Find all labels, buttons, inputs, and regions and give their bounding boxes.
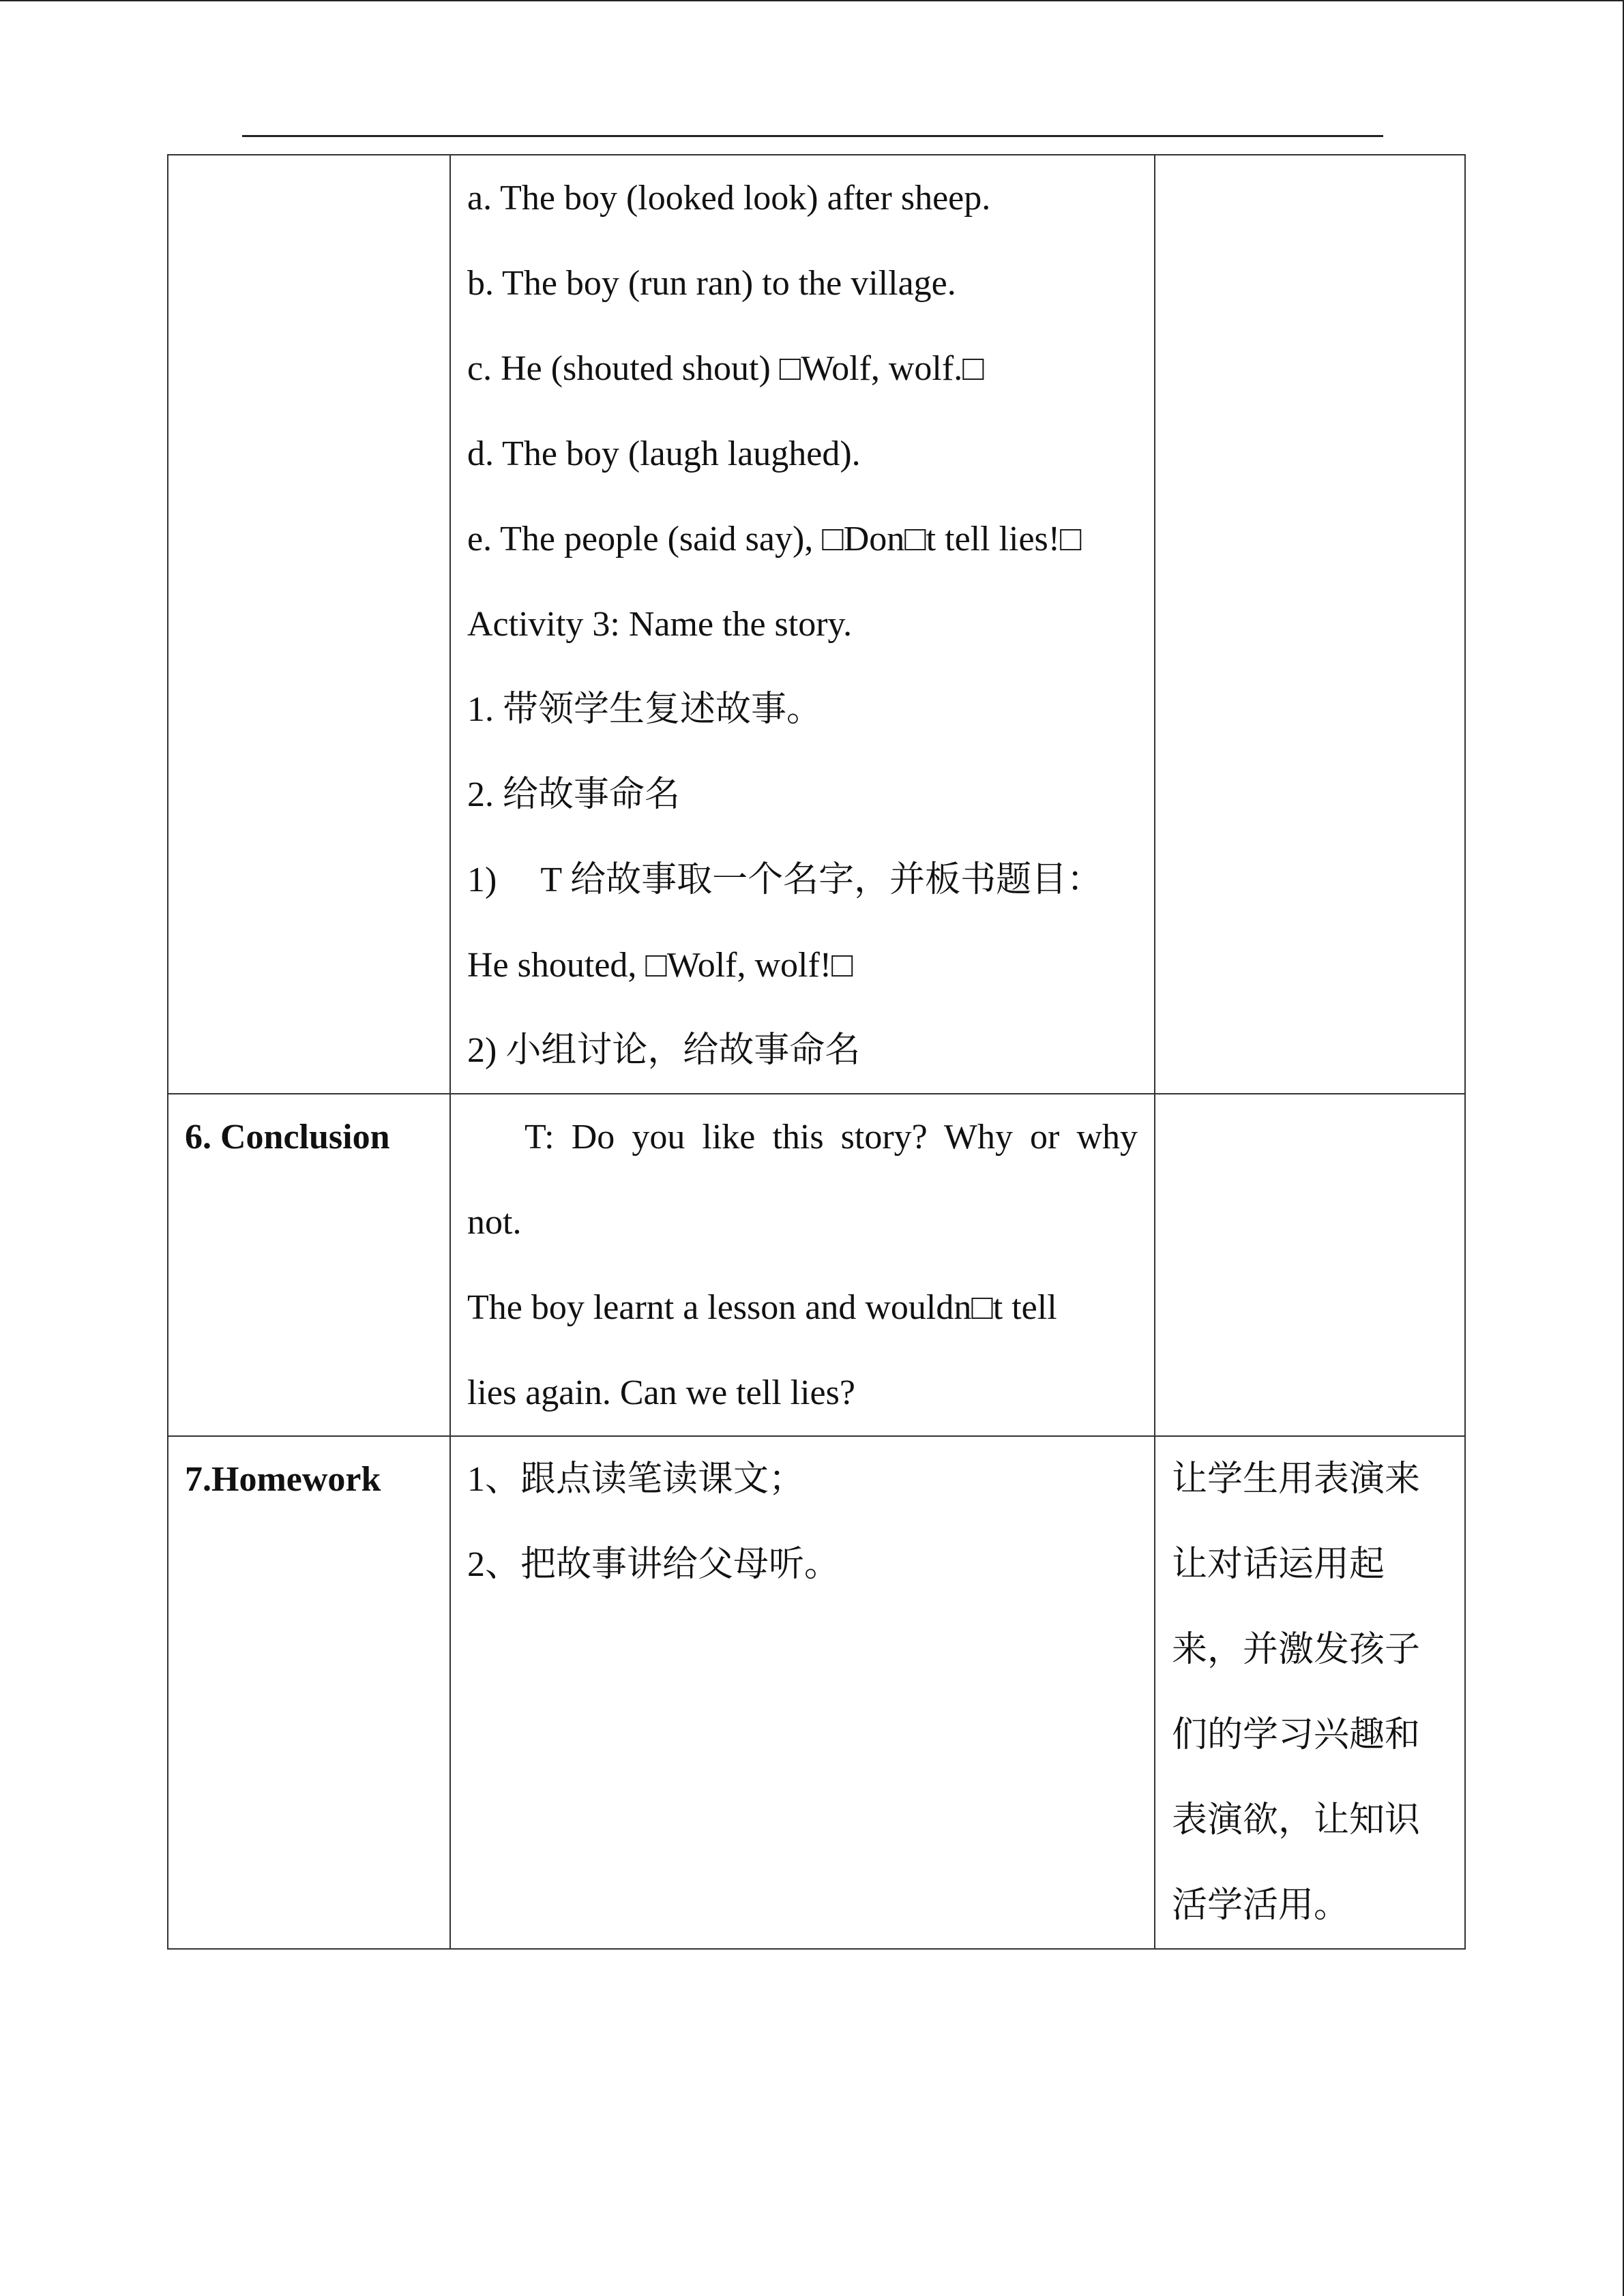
content-line: b. The boy (run ran) to the village. [467,264,956,303]
content-line: 1、跟点读笔读课文； [467,1460,805,1499]
table-row [168,1094,1465,1436]
stage-cell [168,1436,450,1949]
table-row [168,1436,1465,1949]
note-text: 让学生用表演来让对话运用起来，并激发孩子们的学习兴趣和表演欲，让知识活学活用。 [1172,1460,1421,1925]
header-rule [242,135,1383,137]
lesson-plan-table [167,154,1466,1950]
content-line: 2、把故事讲给父母听。 [467,1545,840,1584]
content-line-group [467,837,1138,923]
content-line: 2) 小组讨论，给故事命名 [467,1031,861,1070]
content-line: c. He (shouted shout) □Wolf, wolf.□ [467,349,984,388]
content-line: d. The boy (laugh laughed). [467,434,861,473]
note-cell [1155,1436,1465,1949]
content-line: 1. 带领学生复述故事。 [467,690,823,729]
content-line: T: Do you like this story? Why or why [525,1118,1138,1157]
stage-label: 7.Homework [185,1460,381,1499]
content-line: lies again. Can we tell lies? [467,1373,855,1412]
table-row [168,155,1465,1094]
stage-label: 6. Conclusion [185,1118,390,1157]
content-cell [450,1436,1155,1949]
content-line: e. The people (said say), □Don□t tell lies!□ [467,520,1082,558]
content-line: 2. 给故事命名 [467,775,681,814]
content-line: T 给故事取一个名字，并板书题目： [540,861,1103,899]
note-cell [1155,1094,1465,1436]
content-cell [450,155,1155,1094]
stage-cell [168,1094,450,1436]
content-line: not. [467,1203,522,1242]
list-marker: 1) [467,861,497,899]
content-line: The boy learnt a lesson and wouldn□t tell [467,1288,1057,1327]
note-cell [1155,155,1465,1094]
content-line: a. The boy (looked look) after sheep. [467,179,991,218]
content-line: He shouted, □Wolf, wolf!□ [467,946,853,985]
content-line: Activity 3: Name the story. [467,605,853,644]
stage-cell [168,155,450,1094]
content-cell [450,1094,1155,1436]
